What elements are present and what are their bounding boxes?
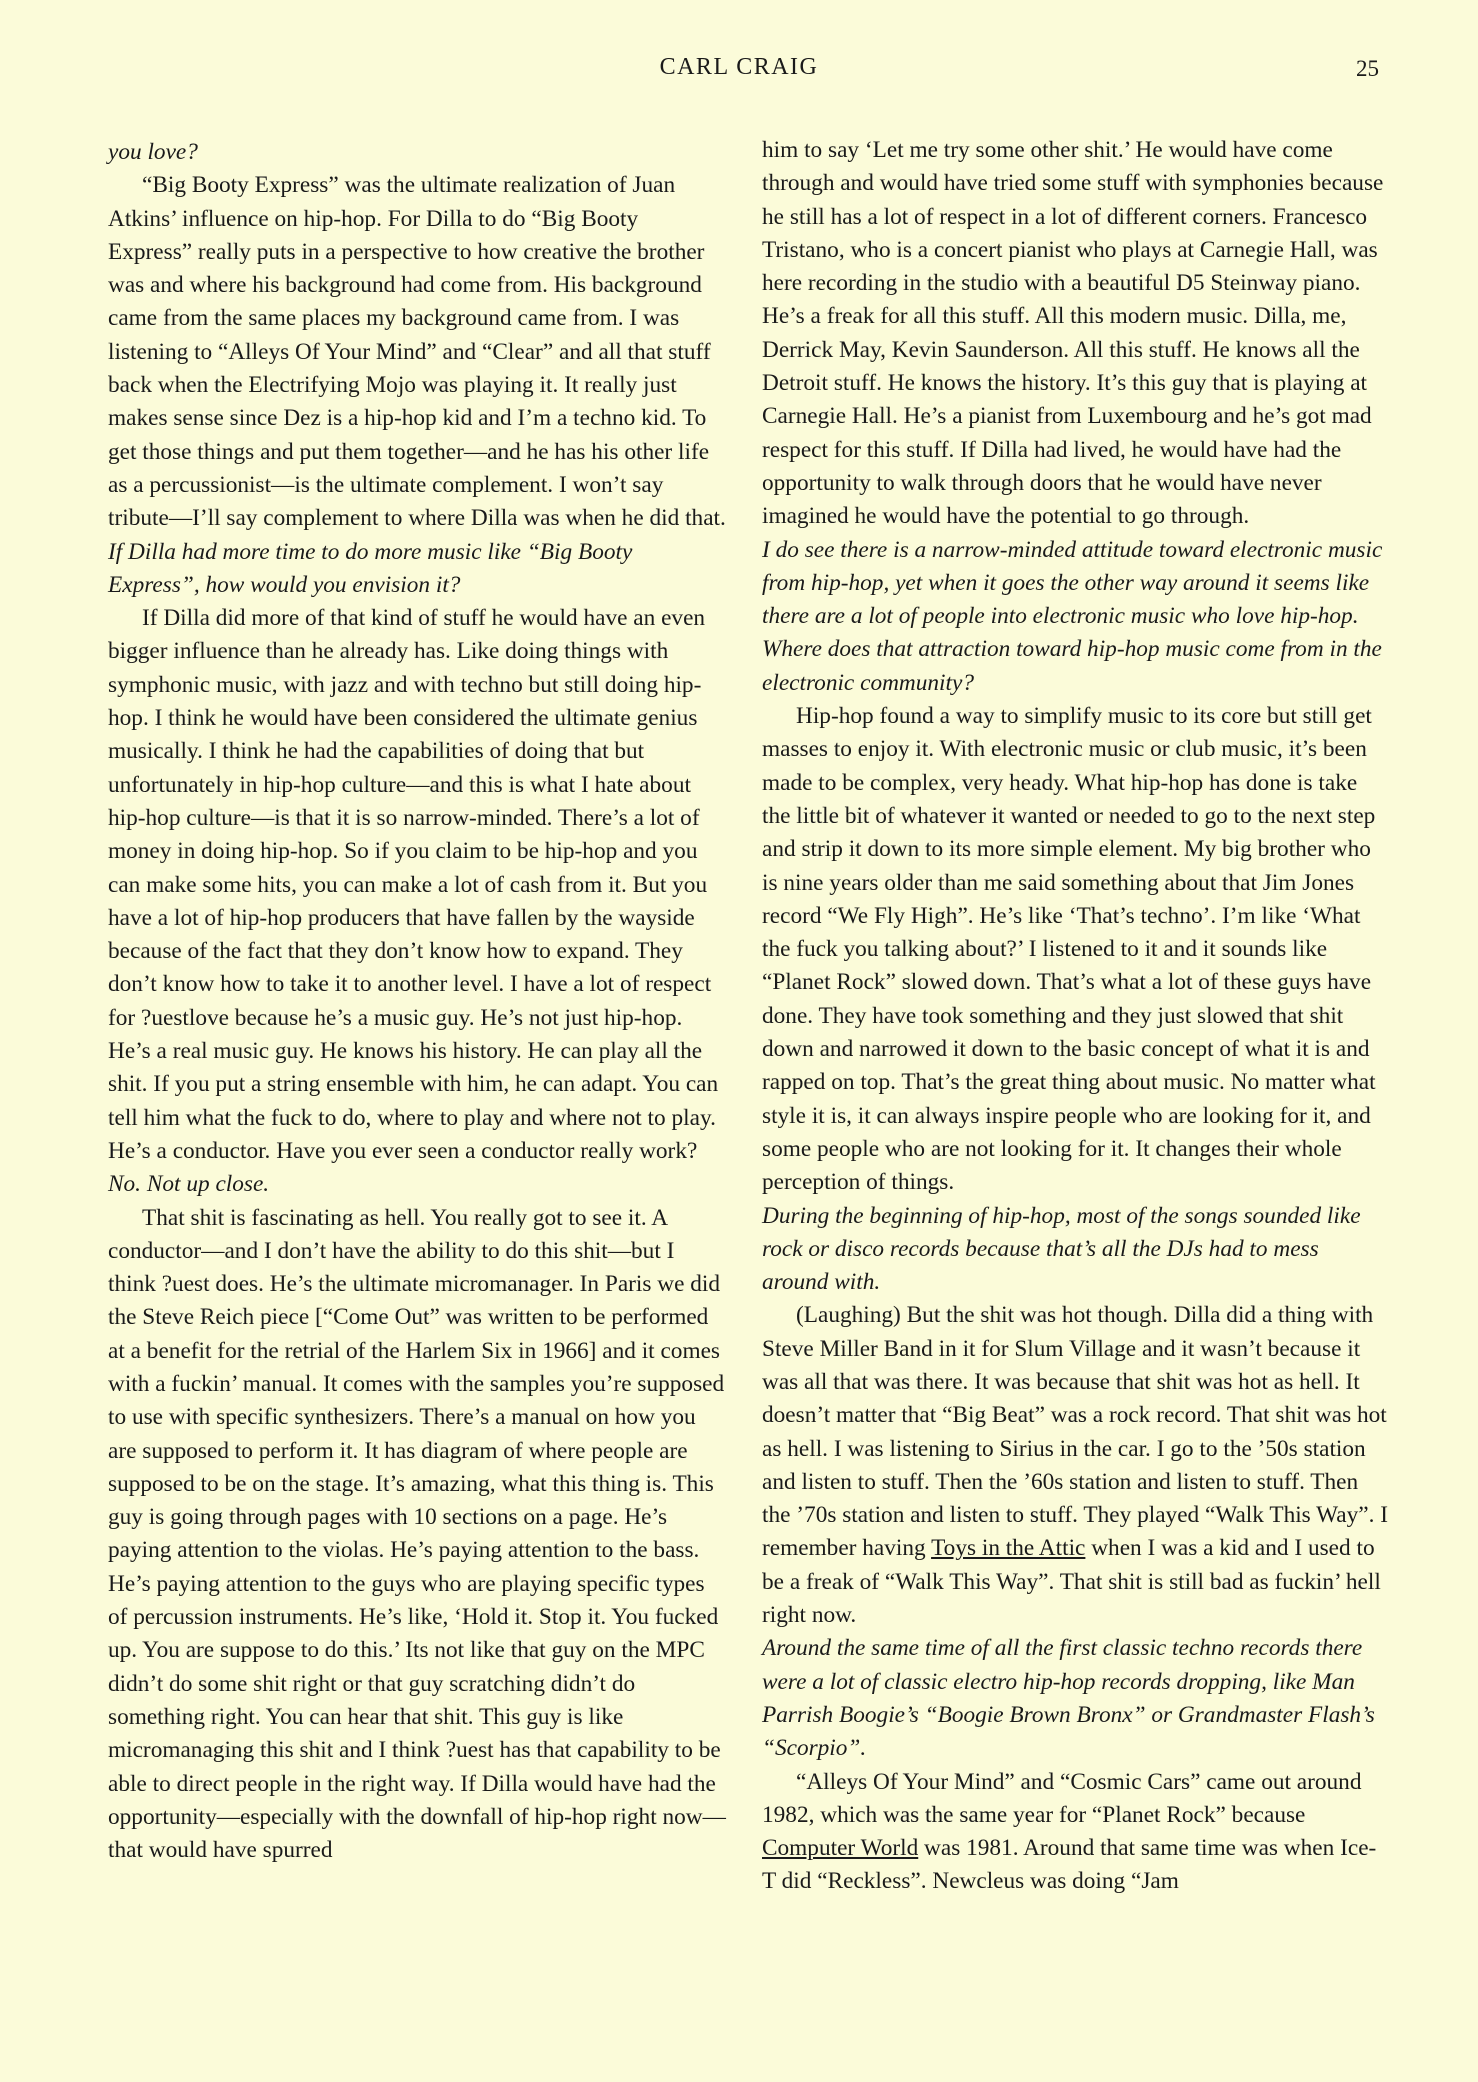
interview-answer-continued: him to say ‘Let me try some other shit.’ He would have come through and would have tried some stuff with symphonies because he still has a lot of respect in a lot of different corners. Francesco Tristano, who is a concert pianist who plays at Carnegie Hall, was here recording in the studio with a beautiful D5 Steinway piano. He’s a freak for all this stuff. All this modern music. Dilla, me, Derrick May, Kevin Saunderson. All this stuff. He knows all the Detroit stuff. He knows the history. It’s this guy that is playing at Carnegie Hall. He’s a pianist from Luxembourg and he’s got mad respect for this stuff. If Dilla had lived, he would have had the opportunity to walk through doors that he would have never imagined he would have the potential to go through. [762,137,1384,530]
interview-question: During the beginning of hip-hop, most of the songs sounded like rock or disco records because that’s all the DJs had to mess around with. [762,1202,1361,1296]
interview-question: If Dilla had more time to do more music like “Big Booty Express”, how would you envision it? [108,538,633,598]
album-title: Computer World [762,1835,919,1862]
answer-text: (Laughing) But the shit was hot though. Dilla did a thing with Steve Miller Band in it for Slum Village and it wasn’t because it was all that was there. It was because that shit was hot as hell. It doesn’t matter that “Big Beat” was a rock record. That shit was hot as hell. I was listening to Sirius in the car. I go to the ’50s station and listen to stuff. Then the ’60s station and listen to stuff. Then the ’70s station and listen to stuff. They played “Walk This Way”. I remember having [762,1302,1389,1562]
interview-question: No. Not up close. [108,1171,270,1198]
answer-text: when I was a kid and I used to be a freak of “Walk This Way”. That shit is still bad as fuckin’ hell right now. [762,1535,1381,1629]
interview-answer: Hip-hop found a way to simplify music to its core but still get masses to enjoy it. With electronic music or club music, it’s been made to be complex, very heady. What hip-hop has done is take the little bit of whatever it wanted or needed to go to the next step and strip it down to its more simple element. My big brother who is nine years older than me said something about that Jim Jones record “We Fly High”. He’s like ‘That’s techno’. I’m like ‘What the fuck you talking about?’ I listened to it and it sounds like “Planet Rock” slowed down. That’s what a lot of these guys have done. They have took something and they just slowed that shit down and narrowed it down to the basic concept of what it is and rapped on top. That’s the great thing about music. No matter what style it is, it can always inspire people who are looking for it, and some people who are not looking for it. It changes their whole perception of things. [762,703,1376,1196]
interview-answer: If Dilla did more of that kind of stuff he would have an even bigger influence than he already has. Like doing things with symphonic music, with jazz and with techno but still doing hip-hop. I think he would have been considered the ultimate genius musically. I think he had the capabilities of doing that but unfortunately in hip-hop culture—and this is what I hate about hip-hop culture—is that it is so narrow-minded. There’s a lot of money in doing hip-hop. So if you claim to be hip-hop and you can make some hits, you can make a lot of cash from it. But you have a lot of hip-hop producers that have fallen by the wayside because of the fact that they don’t know how to expand. They don’t know how to take it to another level. I have a lot of respect for ?uestlove because he’s a music guy. He’s not just hip-hop. He’s a real music guy. He knows his history. He can play all the shit. If you put a string ensemble with him, he can adapt. You can tell him what the fuck to do, where to play and where not to play. He’s a conductor. Have you ever seen a conductor really work? [108,605,719,1164]
page-header-title: CARL CRAIG [659,54,819,80]
interview-question: Around the same time of all the first classic techno records there were a lot of classic electro hip-hop records dropping, like Man Parrish Boogie’s “Boogie Brown Bronx” or Grandmaster Flash’s “Scorpio”. [762,1635,1375,1762]
interview-question: you love? [108,139,198,165]
page-number: 25 [1356,56,1379,81]
interview-answer: “Big Booty Express” was the ultimate realization of Juan Atkins’ influence on hip-hop. For Dilla to do “Big Booty Express” really puts in a perspective to how creative the brother was and where his background had come from. His background came from the same places my background came from. I was listening to “Alleys Of Your Mind” and “Clear” and all that stuff back when the Electrifying Mojo was playing it. It really just makes sense since Dez is a hip-hop kid and I’m a techno kid. To get those things and put them together—and he has his other life as a percussionist—is the ultimate complement. I won’t say tribute—I’ll say complement to where Dilla was when he did that. [108,172,726,532]
answer-text: “Alleys Of Your Mind” and “Cosmic Cars” came out around 1982, which was the same year for “Planet Rock” because [762,1768,1362,1828]
interview-answer [762,1766,1390,1899]
answer-text: was 1981. Around that same time was when Ice-T did “Reckless”. Newcleus was doing “Jam [762,1835,1377,1895]
album-title: Toys in the Attic [931,1535,1086,1562]
interview-answer: That shit is fascinating as hell. You really got to see it. A conductor—and I don’t have the ability to do this shit—but I think ?uest does. He’s the ultimate micromanager. In Paris we did the Steve Reich piece [“Come Out” was written to be performed at a benefit for the retrial of the Harlem Six in 1966] and it comes with a fuckin’ manual. It comes with the samples you’re supposed to use with specific synthesizers. There’s a manual on how you are supposed to perform it. It has diagram of where people are supposed to be on the stage. It’s amazing, what this thing is. This guy is going through pages with 10 sections on a page. He’s paying attention to the violas. He’s paying attention to the bass. He’s paying attention to the guys who are playing specific types of percussion instruments. He’s like, ‘Hold it. Stop it. You fucked up. You are suppose to do this.’ Its not like that guy on the MPC didn’t do some shit right or that guy scratching didn’t do something right. You can hear that shit. This guy is like micromanaging this shit and I think ?uest has that capability to be able to direct people in the right way. If Dilla would have had the opportunity—especially with the downfall of hip-hop right now—that would have spurred [108,1204,726,1864]
interview-question: I do see there is a narrow-minded attitude toward electronic music from hip-hop, yet when it goes the other way around it seems like there are a lot of people into electronic music who love hip-hop. Where does that attraction toward hip-hop music come from in the electronic community? [762,536,1383,696]
right-column [762,134,1390,1899]
interview-answer [762,1299,1390,1632]
left-column [108,136,728,1867]
